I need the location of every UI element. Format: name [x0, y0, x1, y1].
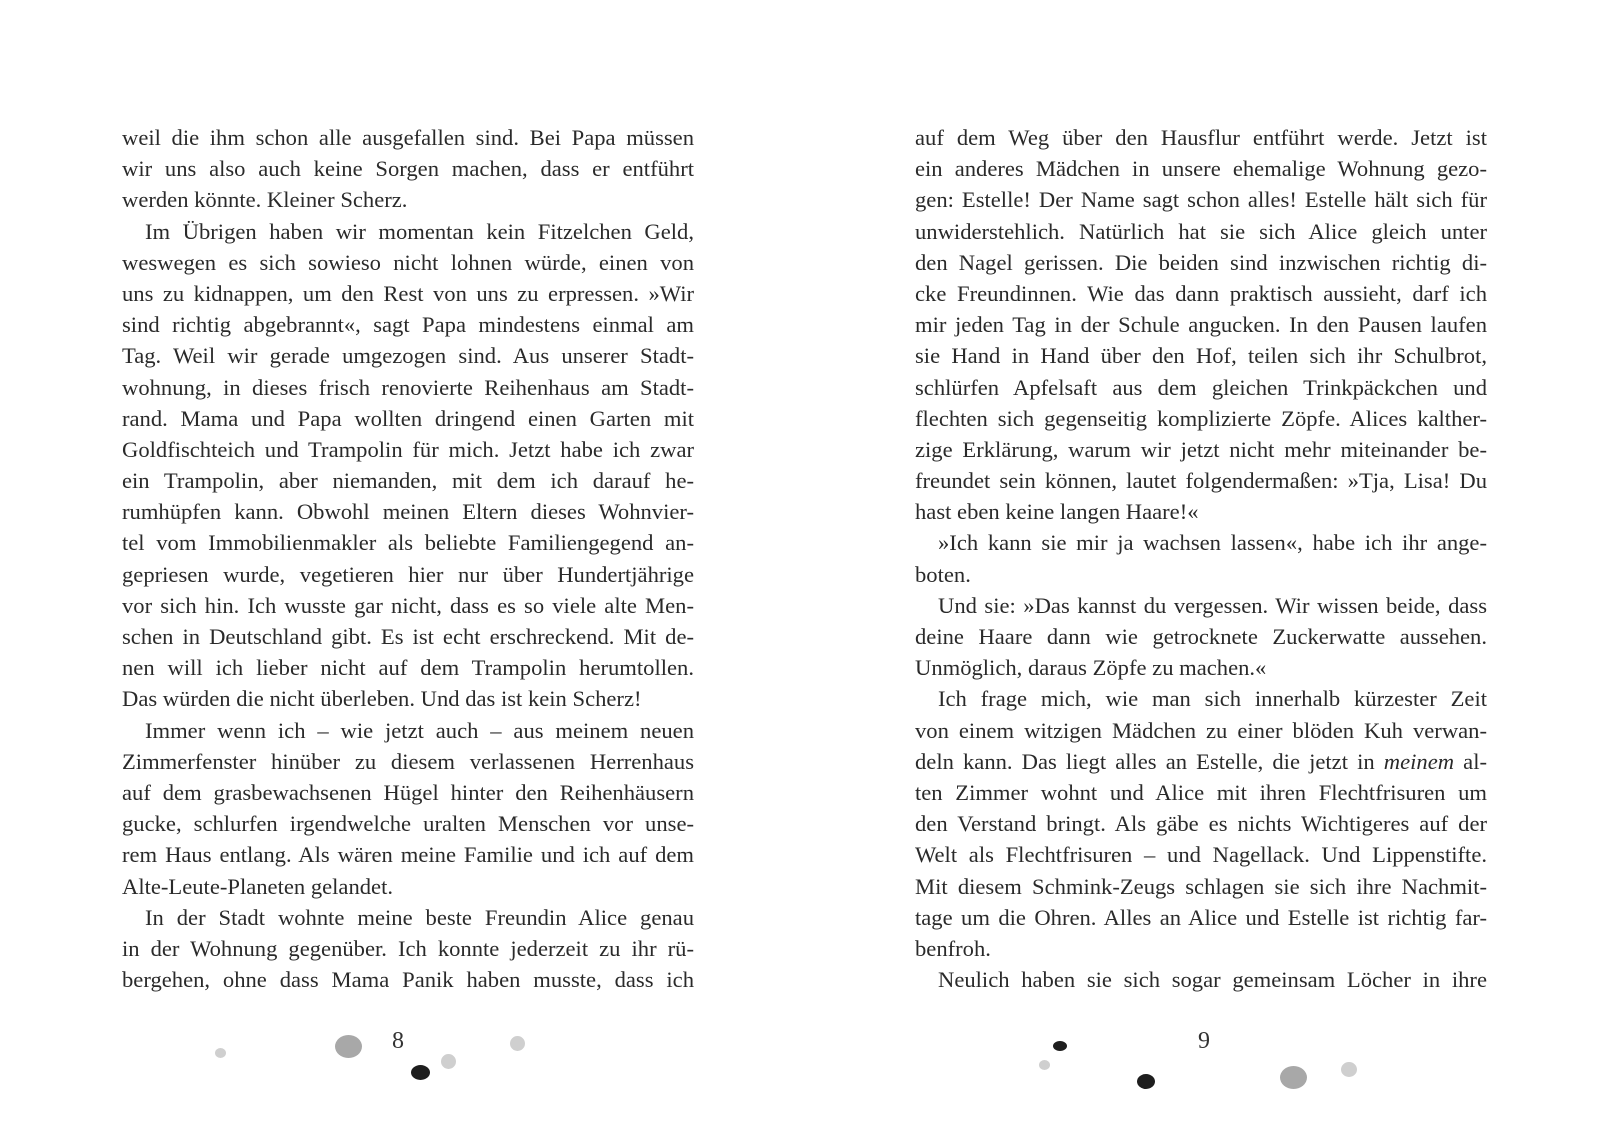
- text-line: werden könnte. Kleiner Scherz.: [122, 187, 408, 213]
- text-line: auf dem grasbewachsenen Hügel hinter den Reihenhäusern: [122, 779, 694, 805]
- text-line: flechten sich gegenseitig komplizierte Zöpfe. Alices kalther-: [915, 405, 1487, 431]
- text-line: Alte-Leute-Planeten gelandet.: [122, 873, 394, 899]
- text-line: Und sie: »Das kannst du vergessen. Wir wissen beide, dass: [938, 592, 1487, 618]
- text-line: ein anderes Mädchen in unsere ehemalige Wohnung gezo-: [915, 156, 1487, 182]
- emphasis: meinem: [1383, 748, 1455, 774]
- page-number-right: 9: [1198, 1028, 1210, 1054]
- text-line: weswegen es sich sowieso nicht lohnen würde, einen von: [122, 249, 694, 275]
- text-line: uns zu kidnappen, um den Rest von uns zu erpressen. »Wir: [122, 280, 694, 306]
- text-line: bergehen, ohne dass Mama Panik haben musste, dass ich: [122, 967, 694, 993]
- text-line: tage um die Ohren. Alles an Alice und Estelle ist richtig far-: [915, 904, 1487, 930]
- text-line: zige Erklärung, warum wir jetzt nicht mehr miteinander be-: [915, 436, 1487, 462]
- text-line: boten.: [915, 561, 971, 587]
- text-line: Tag. Weil wir gerade umgezogen sind. Aus unserer Stadt-: [122, 343, 694, 369]
- text-line: freundet sein können, lautet folgendermaßen: »Tja, Lisa! Du: [915, 468, 1487, 494]
- text-line: in der Wohnung gegenüber. Ich konnte jederzeit zu ihr rü-: [122, 935, 694, 961]
- text-line: ten Zimmer wohnt und Alice mit ihren Flechtfrisuren um: [915, 779, 1487, 805]
- text-line: Welt als Flechtfrisuren – und Nagellack. Und Lippenstifte.: [915, 842, 1487, 868]
- ink-dot: [335, 1035, 362, 1058]
- text-line: wohnung, in dieses frisch renovierte Reihenhaus am Stadt-: [122, 374, 694, 400]
- text-line: vor sich hin. Ich wusste gar nicht, dass es so viele alte Men-: [122, 592, 694, 618]
- text-line: nen will ich lieber nicht auf dem Trampolin herumtollen.: [122, 655, 694, 681]
- text-line: Im Übrigen haben wir momentan kein Fitzelchen Geld,: [145, 218, 694, 244]
- text-line: rand. Mama und Papa wollten dringend einen Garten mit: [122, 405, 694, 431]
- text-line: gucke, schlurfen irgendwelche uralten Menschen vor unse-: [122, 811, 694, 837]
- text-line: schlürfen Apfelsaft aus dem gleichen Trinkpäckchen und: [915, 374, 1487, 400]
- ink-dot: [1039, 1060, 1050, 1070]
- ink-dot: [1053, 1041, 1067, 1051]
- text-line: mir jeden Tag in der Schule angucken. In den Pausen laufen: [915, 312, 1487, 338]
- text-line: cke Freundinnen. Wie das dann praktisch aussieht, darf ich: [915, 280, 1487, 306]
- text-line: rem Haus entlang. Als wären meine Familie und ich auf dem: [122, 842, 694, 868]
- text-line: tel vom Immobilienmakler als beliebte Familiengegend an-: [122, 530, 694, 556]
- text-line: Zimmerfenster hinüber zu diesem verlassenen Herrenhaus: [122, 748, 694, 774]
- text-line: Das würden die nicht überleben. Und das ist kein Scherz!: [122, 686, 642, 712]
- text-line: Goldfischteich und Trampolin für mich. Jetzt habe ich zwar: [122, 436, 694, 462]
- text-line: Ich frage mich, wie man sich innerhalb kürzester Zeit: [938, 686, 1487, 712]
- text-line: auf dem Weg über den Hausflur entführt werde. Jetzt ist: [915, 125, 1487, 150]
- text-line: den Nagel gerissen. Die beiden sind inzwischen richtig di-: [915, 249, 1487, 275]
- text-line: hast eben keine langen Haare!«: [915, 499, 1199, 525]
- text-line: wir uns also auch keine Sorgen machen, dass er entführt: [122, 156, 694, 182]
- text-line: Mit diesem Schmink-Zeugs schlagen sie sich ihre Nachmit-: [915, 873, 1487, 899]
- text-line: gepriesen wurde, vegetieren hier nur über Hundertjährige: [122, 561, 694, 587]
- text-line: unwiderstehlich. Natürlich hat sie sich Alice gleich unter: [915, 218, 1487, 244]
- text-line: Unmöglich, daraus Zöpfe zu machen.«: [915, 655, 1267, 681]
- page-number-left: 8: [392, 1028, 404, 1054]
- text-line: benfroh.: [915, 935, 991, 961]
- text-line: Immer wenn ich – wie jetzt auch – aus meinem neuen: [145, 717, 694, 743]
- text-line: sind richtig abgebrannt«, sagt Papa mindestens einmal am: [122, 312, 694, 338]
- text-line: gen: Estelle! Der Name sagt schon alles! Estelle hält sich für: [915, 187, 1487, 213]
- ink-dot: [215, 1048, 226, 1058]
- text-line: von einem witzigen Mädchen zu einer blöden Kuh verwan-: [915, 717, 1487, 743]
- left-page: [122, 122, 694, 995]
- ink-dot: [1137, 1074, 1155, 1089]
- ink-dot: [441, 1054, 456, 1069]
- text-line: rumhüpfen kann. Obwohl meinen Eltern dieses Wohnvier-: [122, 499, 694, 525]
- text-line: ein Trampolin, aber niemanden, mit dem ich darauf he-: [122, 468, 694, 494]
- ink-dot: [510, 1036, 525, 1051]
- text-line: »Ich kann sie mir ja wachsen lassen«, habe ich ihr ange-: [938, 530, 1487, 556]
- ink-dot: [411, 1065, 430, 1080]
- text-line: den Verstand bringt. Als gäbe es nichts Wichtigeres auf der: [915, 811, 1487, 837]
- text-line: sie Hand in Hand über den Hof, teilen sich ihr Schulbrot,: [915, 343, 1487, 369]
- ink-dot: [1280, 1066, 1307, 1089]
- text-line: weil die ihm schon alle ausgefallen sind. Bei Papa müssen: [122, 125, 694, 150]
- text-line: schen in Deutschland gibt. Es ist echt erschreckend. Mit de-: [122, 624, 694, 649]
- right-page: [915, 122, 1487, 995]
- text-line: deine Haare dann wie getrocknete Zuckerwatte aussehen.: [915, 624, 1487, 649]
- ink-dot: [1341, 1062, 1357, 1077]
- text-line: deln kann. Das liegt alles an Estelle, die jetzt in meinem al-: [915, 748, 1487, 774]
- text-line: In der Stadt wohnte meine beste Freundin Alice genau: [145, 904, 694, 930]
- text-line: Neulich haben sie sich sogar gemeinsam Löcher in ihre: [938, 967, 1487, 993]
